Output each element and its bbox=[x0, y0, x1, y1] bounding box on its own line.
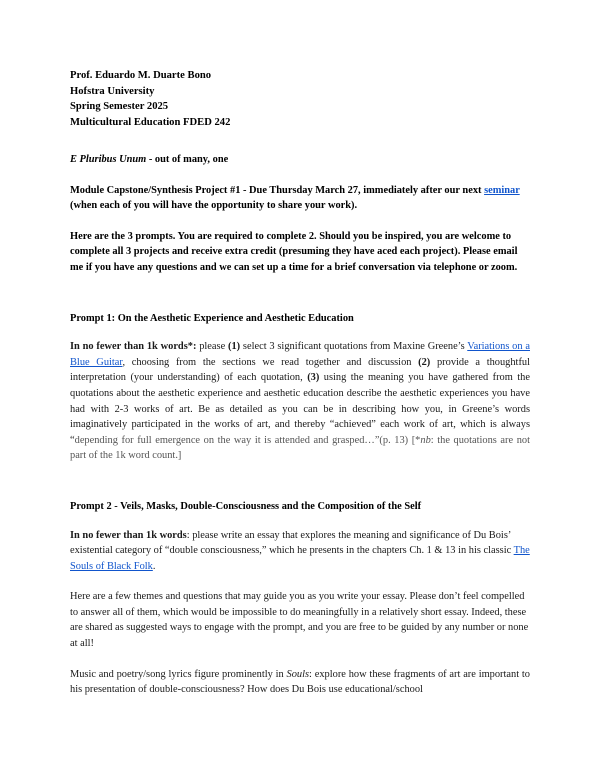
professor-name: Prof. Eduardo M. Duarte Bono bbox=[70, 70, 212, 81]
university-name: Hofstra University bbox=[70, 85, 155, 97]
souls-black-folk-link[interactable]: The Souls of Black Folk bbox=[70, 545, 530, 572]
music-text-end: : explore how these fragments of art are important to his presentation of double-consciousness? How does Du Bois use educational/school bbox=[70, 668, 530, 696]
capstone-heading bbox=[70, 183, 530, 214]
prompt2-text-end: . bbox=[152, 560, 156, 572]
greene-quote: depending for full emergence on the way it is attended and grasped… bbox=[74, 434, 375, 446]
course-title: Multicultural Education FDED 242 bbox=[70, 116, 231, 128]
prompt1-text: using the meaning you have gathered from the quotations about the aesthetic experience and aesthetic education describe the aesthetic experiences you have had with 2-3 works of art. Be as detailed as you can be in describing how you, in Greene’s words imaginatively participated in the works of art, and thereby “achieved” each work of art, which is always “ bbox=[70, 372, 530, 446]
capstone-text-end: (when each of you will have the opportunity to share your work). bbox=[70, 200, 358, 212]
prompt1-body bbox=[70, 339, 530, 464]
seminar-link[interactable]: seminar bbox=[484, 184, 520, 196]
motto-line bbox=[70, 152, 530, 168]
prompt2-title: Prompt 2 - Veils, Masks, Double-Consciousness and the Composition of the Self bbox=[70, 500, 422, 512]
prompt1-note: : the quotations are not part of the 1k word count.] bbox=[70, 434, 530, 462]
music-text: Music and poetry/song lyrics figure prominently in bbox=[70, 668, 287, 680]
prompt1-step-2: (2) bbox=[418, 356, 431, 368]
intro-paragraph: Here are the 3 prompts. You are required to complete 2. Should you be inspired, you are welcome to complete all 3 projects and receive extra credit (presuming they have aced each project). Please email me if you have any questions and we can set up a time for a brief conversation via telephone or zoom. bbox=[70, 230, 518, 273]
prompt2-text: : please write an essay that explores the meaning and significance of Du Bois’ existential category of “double consciousness,” which he presents in the chapters Ch. 1 & 13 in his classic bbox=[70, 529, 514, 557]
document-page bbox=[70, 68, 530, 698]
prompt1-text: please bbox=[196, 341, 228, 353]
prompt1-citation: ”(p. 13) [* bbox=[374, 434, 421, 446]
blue-guitar-link[interactable]: Variations on a Blue Guitar bbox=[70, 341, 530, 368]
prompt2-body bbox=[70, 528, 530, 575]
souls-title: Souls bbox=[286, 668, 310, 680]
prompt2-guidance: Here are a few themes and questions that may guide you as you write your essay. Please don’t feel compelled to answer all of them, which would be impossible to do meaningfully in a relatively short essay. Indeed, these are shared as suggested ways to engage with the prompt, and you are free to be guided by any number or none at all! bbox=[70, 591, 529, 650]
motto-latin: E Pluribus Unum bbox=[70, 154, 147, 165]
prompt1-step-1: (1) bbox=[228, 341, 241, 353]
prompt1-lead: In no fewer than 1k words*: bbox=[70, 341, 197, 353]
semester-label: Spring Semester 2025 bbox=[70, 101, 169, 112]
prompt1-text: provide a thoughtful interpretation (your understanding) of each quotation, bbox=[70, 356, 530, 384]
prompt2-music-paragraph bbox=[70, 667, 530, 698]
motto-translation: - out of many, one bbox=[146, 154, 229, 165]
prompt1-text: , choosing from the sections we read together and discussion bbox=[122, 356, 419, 368]
prompt1-text: select 3 significant quotations from Maxine Greene’s bbox=[240, 341, 468, 353]
prompt1-step-3: (3) bbox=[307, 372, 320, 384]
prompt2-lead: In no fewer than 1k words bbox=[70, 529, 187, 541]
course-header bbox=[70, 68, 530, 130]
capstone-text: Module Capstone/Synthesis Project #1 - Due Thursday March 27, immediately after our next bbox=[70, 184, 485, 196]
prompt1-title: Prompt 1: On the Aesthetic Experience and Aesthetic Education bbox=[70, 312, 354, 324]
nb-label: nb bbox=[420, 434, 431, 446]
